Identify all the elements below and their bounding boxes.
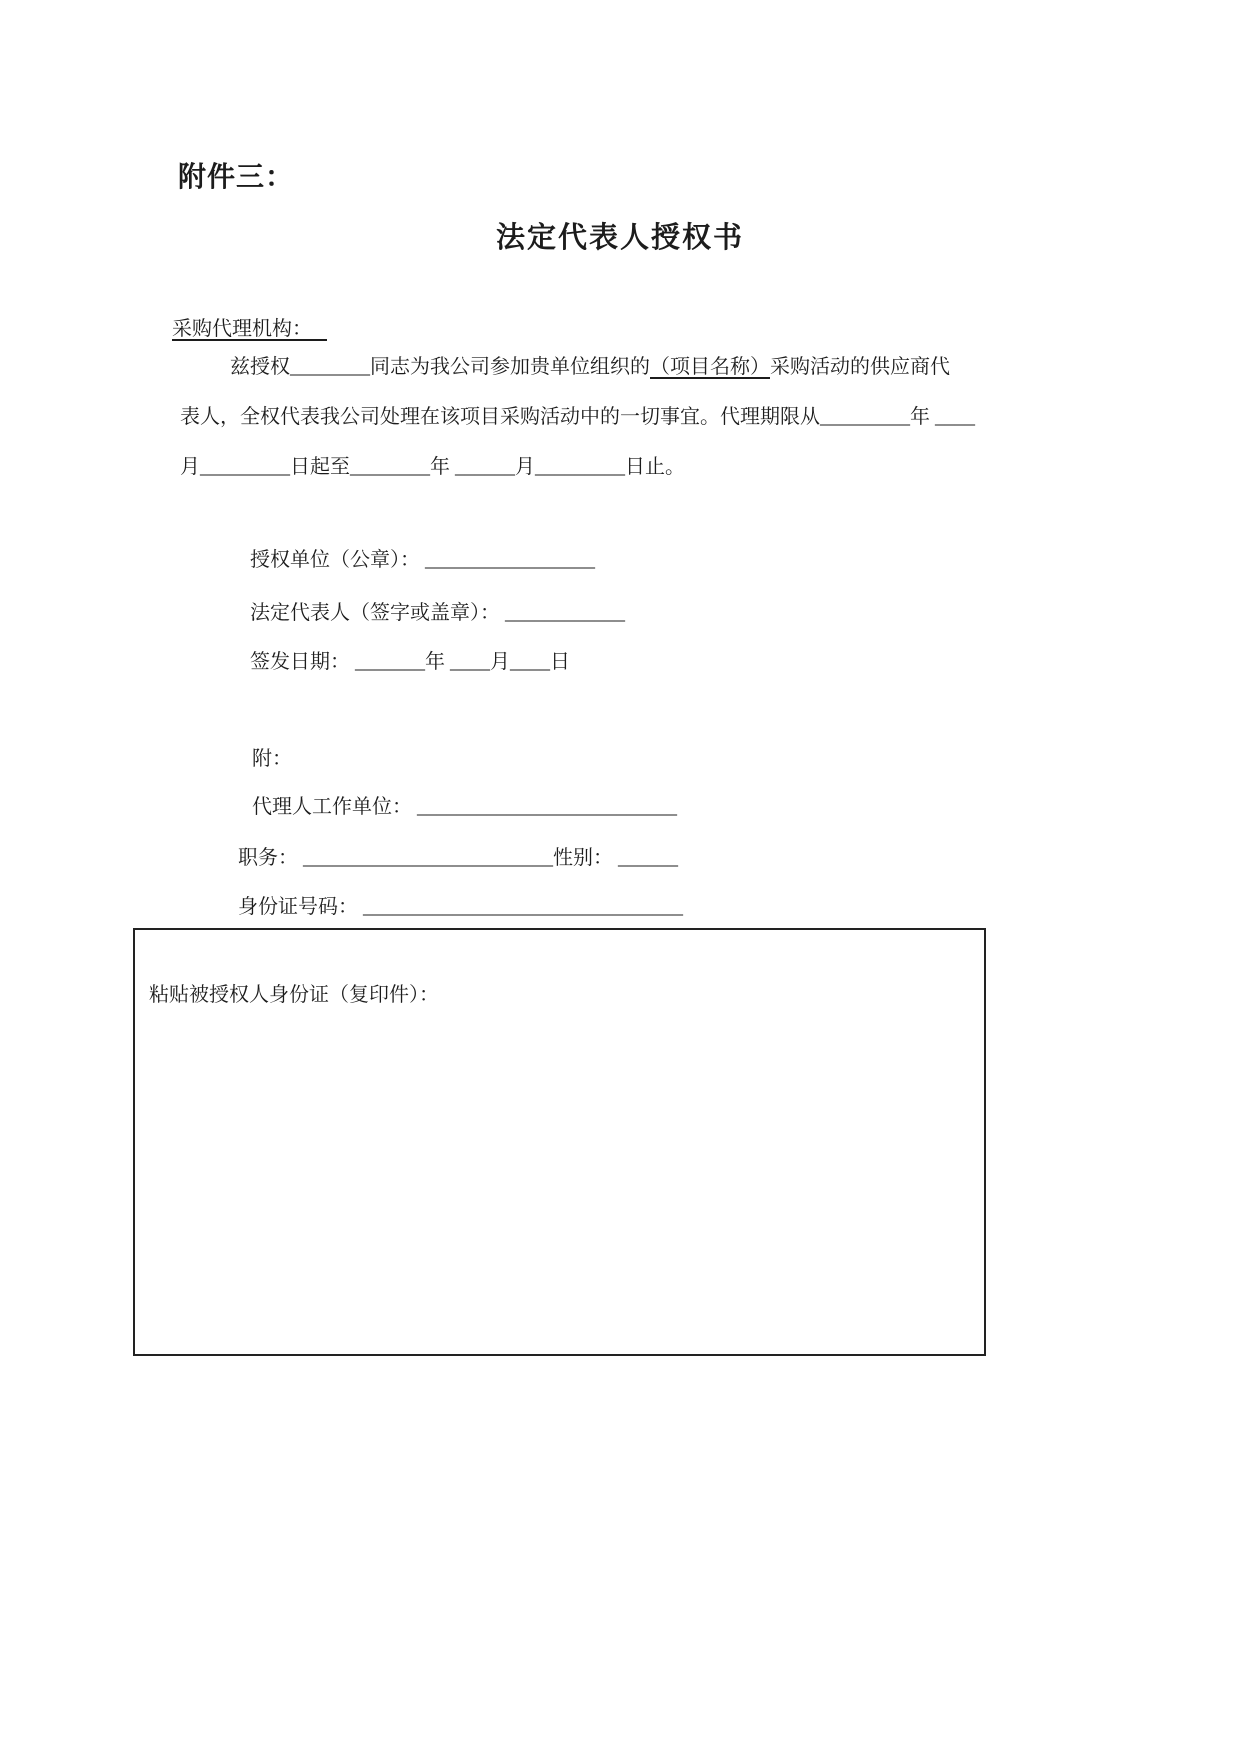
id-photo-box-label: 粘贴被授权人身份证（复印件）： (149, 984, 439, 1006)
procurement-agency-line: 采购代理机构： (172, 318, 327, 340)
id-number-line: 身份证号码： ________________________________ (238, 896, 683, 918)
authorization-paragraph-line: 表人，全权代表我公司处理在该项目采购活动中的一切事宜。代理期限从_________年 ____ (180, 406, 975, 428)
authorization-paragraph-line: 兹授权________同志为我公司参加贵单位组织的（项目名称）采购活动的供应商代 (230, 356, 950, 378)
id-photo-box (133, 928, 986, 1356)
duty-field: 职务： _________________________ (238, 847, 553, 869)
authorizing-unit-seal-line: 授权单位（公章）： _________________ (250, 549, 595, 571)
duty-gender-line (238, 843, 678, 873)
issue-date-line: 签发日期： _______年 ____月____日 (250, 651, 570, 673)
gender-field: 性别： ______ (553, 847, 678, 869)
document-title: 法定代表人授权书 (495, 222, 744, 254)
authorization-paragraph-line: 月_________日起至________年 ______月_________日止。 (180, 456, 685, 478)
agent-work-unit-line: 代理人工作单位： __________________________ (252, 796, 677, 818)
legal-representative-signature-line: 法定代表人（签字或盖章）： ____________ (250, 602, 625, 624)
attachment-heading: 附件三： (178, 162, 295, 193)
attachment-note: 附： (252, 748, 292, 770)
